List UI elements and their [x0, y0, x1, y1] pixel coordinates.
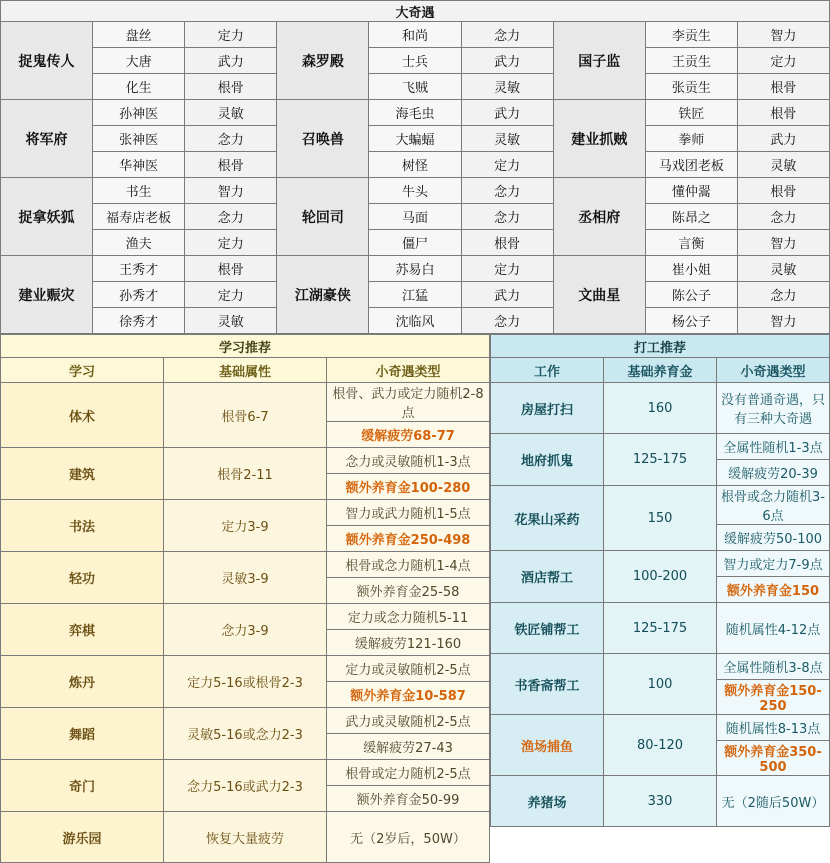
- work-panel: [490, 334, 830, 863]
- work-col-row: [491, 358, 830, 383]
- work-event: 智力或定力7-9点: [717, 551, 830, 577]
- study-col-row: [1, 358, 490, 383]
- work-col-name: 工作: [491, 358, 604, 383]
- work-event: 额外养育金150-250: [717, 680, 830, 715]
- work-base-pay: 100: [604, 654, 717, 715]
- npc-name: 拳师: [645, 126, 737, 152]
- study-panel: [0, 334, 490, 863]
- study-base-attribute: 根骨2-11: [164, 448, 327, 500]
- npc-attribute: 武力: [737, 126, 829, 152]
- study-header: 学习推荐: [1, 335, 490, 358]
- npc-name: 王秀才: [93, 256, 185, 282]
- npc-name: 大唐: [93, 48, 185, 74]
- work-name: 养猪场: [491, 776, 604, 827]
- study-event: 定力或灵敏随机2-5点: [327, 656, 490, 682]
- npc-attribute: 根骨: [737, 100, 829, 126]
- table-row: [1, 708, 490, 734]
- table-row: [1, 100, 830, 126]
- study-name: 游乐园: [1, 812, 164, 863]
- npc-name: 和尚: [369, 22, 461, 48]
- table-row: [1, 126, 830, 152]
- study-event: 根骨、武力或定力随机2-8点: [327, 383, 490, 422]
- study-col-event: 小奇遇类型: [327, 358, 490, 383]
- study-event: 额外养育金50-99: [327, 786, 490, 812]
- npc-attribute: 定力: [461, 256, 553, 282]
- work-name: 渔场捕鱼: [491, 715, 604, 776]
- npc-name: 王贡生: [645, 48, 737, 74]
- work-event: 额外养育金150: [717, 577, 830, 603]
- npc-attribute: 智力: [737, 230, 829, 256]
- npc-attribute: 根骨: [185, 74, 277, 100]
- npc-name: 士兵: [369, 48, 461, 74]
- group-name: 捉鬼传人: [1, 22, 93, 100]
- table-row: [1, 656, 490, 682]
- npc-name: 张神医: [93, 126, 185, 152]
- recommendation-section: [0, 334, 830, 863]
- npc-attribute: 根骨: [185, 152, 277, 178]
- study-name: 书法: [1, 500, 164, 552]
- npc-name: 徐秀才: [93, 308, 185, 334]
- work-name: 房屋打扫: [491, 383, 604, 434]
- table-row: [1, 22, 830, 48]
- npc-attribute: 定力: [461, 152, 553, 178]
- work-event: 随机属性8-13点: [717, 715, 830, 741]
- study-event: 根骨或念力随机1-4点: [327, 552, 490, 578]
- study-table: [0, 334, 490, 863]
- study-event: 额外养育金10-587: [327, 682, 490, 708]
- npc-name: 江猛: [369, 282, 461, 308]
- table-row: [1, 383, 490, 422]
- study-event: 根骨或定力随机2-5点: [327, 760, 490, 786]
- great-adventure-table: [0, 0, 830, 334]
- study-event: 无（2岁后，50W）: [327, 812, 490, 863]
- study-base-attribute: 灵敏3-9: [164, 552, 327, 604]
- study-event: 智力或武力随机1-5点: [327, 500, 490, 526]
- group-name: 建业抓贼: [553, 100, 645, 178]
- work-event: 缓解疲劳20-39: [717, 460, 830, 486]
- npc-name: 大蝙蝠: [369, 126, 461, 152]
- npc-attribute: 定力: [185, 230, 277, 256]
- study-name: 弈棋: [1, 604, 164, 656]
- npc-name: 言衡: [645, 230, 737, 256]
- work-base-pay: 80-120: [604, 715, 717, 776]
- study-name: 奇门: [1, 760, 164, 812]
- npc-name: 渔夫: [93, 230, 185, 256]
- work-name: 酒店帮工: [491, 551, 604, 603]
- table-row: [491, 776, 830, 827]
- table-row: [1, 74, 830, 100]
- table-row: [1, 178, 830, 204]
- study-event: 念力或灵敏随机1-3点: [327, 448, 490, 474]
- npc-attribute: 定力: [185, 22, 277, 48]
- table-row: [1, 152, 830, 178]
- table-row: [491, 434, 830, 460]
- work-base-pay: 100-200: [604, 551, 717, 603]
- study-base-attribute: 灵敏5-16或念力2-3: [164, 708, 327, 760]
- npc-name: 盘丝: [93, 22, 185, 48]
- npc-name: 张贡生: [645, 74, 737, 100]
- npc-name: 马戏团老板: [645, 152, 737, 178]
- study-base-attribute: 定力5-16或根骨2-3: [164, 656, 327, 708]
- npc-name: 牛头: [369, 178, 461, 204]
- work-event: 没有普通奇遇，只有三种大奇遇: [717, 383, 830, 434]
- npc-attribute: 念力: [737, 282, 829, 308]
- table-row: [1, 448, 490, 474]
- npc-attribute: 武力: [461, 282, 553, 308]
- study-name: 轻功: [1, 552, 164, 604]
- table-row: [491, 551, 830, 577]
- npc-attribute: 念力: [185, 204, 277, 230]
- table-row: [491, 654, 830, 680]
- study-name: 建筑: [1, 448, 164, 500]
- npc-name: 孙神医: [93, 100, 185, 126]
- npc-attribute: 灵敏: [737, 256, 829, 282]
- table-row: [491, 383, 830, 434]
- work-name: 地府抓鬼: [491, 434, 604, 486]
- npc-attribute: 念力: [461, 204, 553, 230]
- work-name: 铁匠铺帮工: [491, 603, 604, 654]
- study-event: 缓解疲劳27-43: [327, 734, 490, 760]
- npc-attribute: 灵敏: [185, 100, 277, 126]
- study-base-attribute: 定力3-9: [164, 500, 327, 552]
- work-event: 全属性随机3-8点: [717, 654, 830, 680]
- npc-name: 孙秀才: [93, 282, 185, 308]
- work-event: 根骨或念力随机3-6点: [717, 486, 830, 525]
- work-event: 额外养育金350-500: [717, 741, 830, 776]
- study-event: 额外养育金250-498: [327, 526, 490, 552]
- npc-name: 陈昂之: [645, 204, 737, 230]
- study-name: 炼丹: [1, 656, 164, 708]
- study-base-attribute: 念力3-9: [164, 604, 327, 656]
- npc-name: 树怪: [369, 152, 461, 178]
- study-event: 定力或念力随机5-11: [327, 604, 490, 630]
- work-name: 花果山采药: [491, 486, 604, 551]
- group-name: 轮回司: [277, 178, 369, 256]
- work-header-row: [491, 335, 830, 358]
- work-event: 随机属性4-12点: [717, 603, 830, 654]
- npc-attribute: 灵敏: [737, 152, 829, 178]
- work-header: 打工推荐: [491, 335, 830, 358]
- top-title-row: [1, 1, 830, 22]
- npc-attribute: 根骨: [737, 178, 829, 204]
- study-event: 武力或灵敏随机2-5点: [327, 708, 490, 734]
- study-name: 体术: [1, 383, 164, 448]
- table-row: [1, 204, 830, 230]
- top-title: 大奇遇: [1, 1, 830, 22]
- npc-attribute: 灵敏: [461, 74, 553, 100]
- group-name: 建业赈灾: [1, 256, 93, 334]
- study-base-attribute: 根骨6-7: [164, 383, 327, 448]
- npc-attribute: 智力: [737, 308, 829, 334]
- table-row: [1, 308, 830, 334]
- table-row: [491, 715, 830, 741]
- npc-attribute: 武力: [185, 48, 277, 74]
- work-col-pay: 基础养育金: [604, 358, 717, 383]
- study-event: 额外养育金25-58: [327, 578, 490, 604]
- work-table: [490, 334, 830, 827]
- group-name: 江湖豪侠: [277, 256, 369, 334]
- npc-name: 杨公子: [645, 308, 737, 334]
- npc-name: 僵尸: [369, 230, 461, 256]
- study-col-name: 学习: [1, 358, 164, 383]
- npc-name: 懂仲翯: [645, 178, 737, 204]
- group-name: 捉拿妖狐: [1, 178, 93, 256]
- npc-attribute: 念力: [461, 22, 553, 48]
- table-row: [1, 552, 490, 578]
- npc-attribute: 念力: [461, 178, 553, 204]
- work-col-event: 小奇遇类型: [717, 358, 830, 383]
- npc-name: 化生: [93, 74, 185, 100]
- npc-name: 书生: [93, 178, 185, 204]
- table-row: [1, 256, 830, 282]
- table-row: [1, 48, 830, 74]
- npc-name: 李贡生: [645, 22, 737, 48]
- table-row: [491, 603, 830, 654]
- npc-attribute: 根骨: [461, 230, 553, 256]
- npc-name: 崔小姐: [645, 256, 737, 282]
- study-name: 舞蹈: [1, 708, 164, 760]
- table-row: [1, 230, 830, 256]
- npc-attribute: 智力: [737, 22, 829, 48]
- npc-name: 陈公子: [645, 282, 737, 308]
- npc-attribute: 根骨: [185, 256, 277, 282]
- work-event: 缓解疲劳50-100: [717, 525, 830, 551]
- table-row: [1, 500, 490, 526]
- npc-attribute: 念力: [737, 204, 829, 230]
- study-event: 缓解疲劳121-160: [327, 630, 490, 656]
- group-name: 召唤兽: [277, 100, 369, 178]
- work-name: 书香斋帮工: [491, 654, 604, 715]
- npc-attribute: 智力: [185, 178, 277, 204]
- work-event: 无（2随后50W）: [717, 776, 830, 827]
- study-base-attribute: 恢复大量疲劳: [164, 812, 327, 863]
- npc-name: 华神医: [93, 152, 185, 178]
- study-base-attribute: 念力5-16或武力2-3: [164, 760, 327, 812]
- group-name: 丞相府: [553, 178, 645, 256]
- npc-attribute: 灵敏: [185, 308, 277, 334]
- group-name: 国子监: [553, 22, 645, 100]
- work-base-pay: 160: [604, 383, 717, 434]
- npc-attribute: 武力: [461, 100, 553, 126]
- npc-attribute: 根骨: [737, 74, 829, 100]
- npc-attribute: 武力: [461, 48, 553, 74]
- table-row: [1, 812, 490, 863]
- npc-name: 福寿店老板: [93, 204, 185, 230]
- npc-attribute: 定力: [185, 282, 277, 308]
- npc-name: 沈临风: [369, 308, 461, 334]
- table-row: [491, 486, 830, 525]
- study-col-attr: 基础属性: [164, 358, 327, 383]
- table-row: [1, 760, 490, 786]
- work-base-pay: 125-175: [604, 603, 717, 654]
- npc-attribute: 念力: [185, 126, 277, 152]
- npc-attribute: 灵敏: [461, 126, 553, 152]
- group-name: 将军府: [1, 100, 93, 178]
- study-event: 额外养育金100-280: [327, 474, 490, 500]
- npc-name: 马面: [369, 204, 461, 230]
- npc-name: 飞贼: [369, 74, 461, 100]
- work-event: 全属性随机1-3点: [717, 434, 830, 460]
- npc-name: 苏易白: [369, 256, 461, 282]
- work-base-pay: 150: [604, 486, 717, 551]
- table-row: [1, 282, 830, 308]
- table-row: [1, 604, 490, 630]
- work-base-pay: 330: [604, 776, 717, 827]
- npc-attribute: 念力: [461, 308, 553, 334]
- npc-attribute: 定力: [737, 48, 829, 74]
- npc-name: 铁匠: [645, 100, 737, 126]
- npc-name: 海毛虫: [369, 100, 461, 126]
- study-header-row: [1, 335, 490, 358]
- group-name: 森罗殿: [277, 22, 369, 100]
- study-event: 缓解疲劳68-77: [327, 422, 490, 448]
- group-name: 文曲星: [553, 256, 645, 334]
- work-base-pay: 125-175: [604, 434, 717, 486]
